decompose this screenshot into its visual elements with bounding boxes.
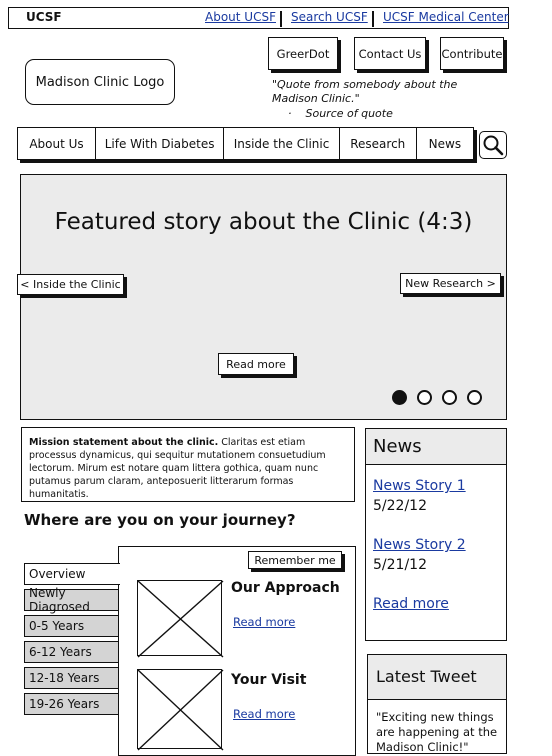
prev-slide-button[interactable]: < Inside the Clinic: [17, 274, 124, 295]
featured-read-more-button[interactable]: Read more: [218, 353, 294, 375]
news-story-2-date: 5/21/12: [373, 557, 427, 573]
tab-12-18-years[interactable]: 12-18 Years: [24, 667, 119, 689]
slide-dot[interactable]: [442, 390, 457, 405]
tab-19-26-years[interactable]: 19-26 Years: [24, 693, 119, 715]
brand-label: UCSF: [26, 10, 62, 24]
tab-newly-diagnosed[interactable]: Newly Diagrosed: [24, 589, 119, 611]
ucsf-medical-center-link[interactable]: UCSF Medical Center: [383, 10, 509, 24]
contact-us-button[interactable]: Contact Us: [354, 37, 426, 70]
search-icon: [480, 132, 506, 158]
about-ucsf-link[interactable]: About UCSF: [205, 10, 276, 24]
visit-read-more-link[interactable]: Read more: [233, 707, 296, 721]
divider: [372, 11, 374, 27]
tweet-heading: Latest Tweet: [376, 667, 477, 686]
remember-me-button[interactable]: Remember me: [248, 551, 342, 569]
featured-title: Featured story about the Clinic (4:3): [54, 209, 473, 235]
nav-life-with-diabetes[interactable]: Life With Diabetes: [96, 128, 224, 159]
quote-source: · Source of quote: [288, 107, 393, 120]
next-slide-button[interactable]: New Research >: [400, 273, 501, 294]
nav-about-us[interactable]: About Us: [18, 128, 96, 159]
news-story-2-link[interactable]: News Story 2: [373, 537, 466, 553]
tab-0-5-years[interactable]: 0-5 Years: [24, 615, 119, 637]
slide-indicators: [392, 390, 482, 405]
tab-6-12-years[interactable]: 6-12 Years: [24, 641, 119, 663]
search-ucsf-link[interactable]: Search UCSF: [291, 10, 368, 24]
mission-title: Mission statement about the clinic.: [29, 437, 219, 448]
journey-heading: Where are you on your journey?: [24, 511, 296, 529]
image-placeholder-icon: [138, 581, 223, 657]
search-button[interactable]: [479, 131, 507, 159]
news-story-1-link[interactable]: News Story 1: [373, 478, 466, 494]
quote-source-text: Source of quote: [305, 107, 393, 120]
contribute-button[interactable]: Contribute: [440, 37, 504, 70]
mission-statement: [21, 427, 355, 502]
approach-image-placeholder: [137, 580, 222, 656]
greerdot-button[interactable]: GreerDot: [268, 37, 338, 70]
tab-overview[interactable]: Overview: [24, 563, 120, 585]
nav-news[interactable]: News: [428, 136, 462, 151]
clinic-logo[interactable]: Madison Clinic Logo: [25, 59, 175, 105]
nav-research[interactable]: Research: [340, 128, 417, 159]
approach-read-more-link[interactable]: Read more: [233, 615, 296, 629]
main-nav: [17, 127, 474, 160]
news-story-1-date: 5/22/12: [373, 498, 427, 514]
visit-title: Your Visit: [231, 672, 307, 688]
slide-dot[interactable]: [392, 390, 407, 405]
mission-text: Claritas est etiam processus dynamicus, qui sequitur mutationem consuetudium lectorum. Mirum est notare quam littera gothica, quam nunc putamus parum claram, anteposuerit litterarum formas humanitatis.: [29, 437, 326, 500]
header-quote: "Quote from somebody about the Madison Clinic.": [272, 78, 458, 105]
news-read-more-link[interactable]: Read more: [373, 596, 449, 612]
divider: [280, 11, 282, 27]
slide-dot[interactable]: [417, 390, 432, 405]
slide-dot[interactable]: [467, 390, 482, 405]
approach-title: Our Approach: [231, 580, 340, 596]
visit-image-placeholder: [137, 669, 222, 749]
image-placeholder-icon: [138, 670, 223, 750]
nav-inside-the-clinic[interactable]: Inside the Clinic: [224, 128, 339, 159]
tweet-text: "Exciting new things are happening at the Madison Clinic!": [376, 710, 498, 754]
news-heading: News: [373, 436, 422, 457]
